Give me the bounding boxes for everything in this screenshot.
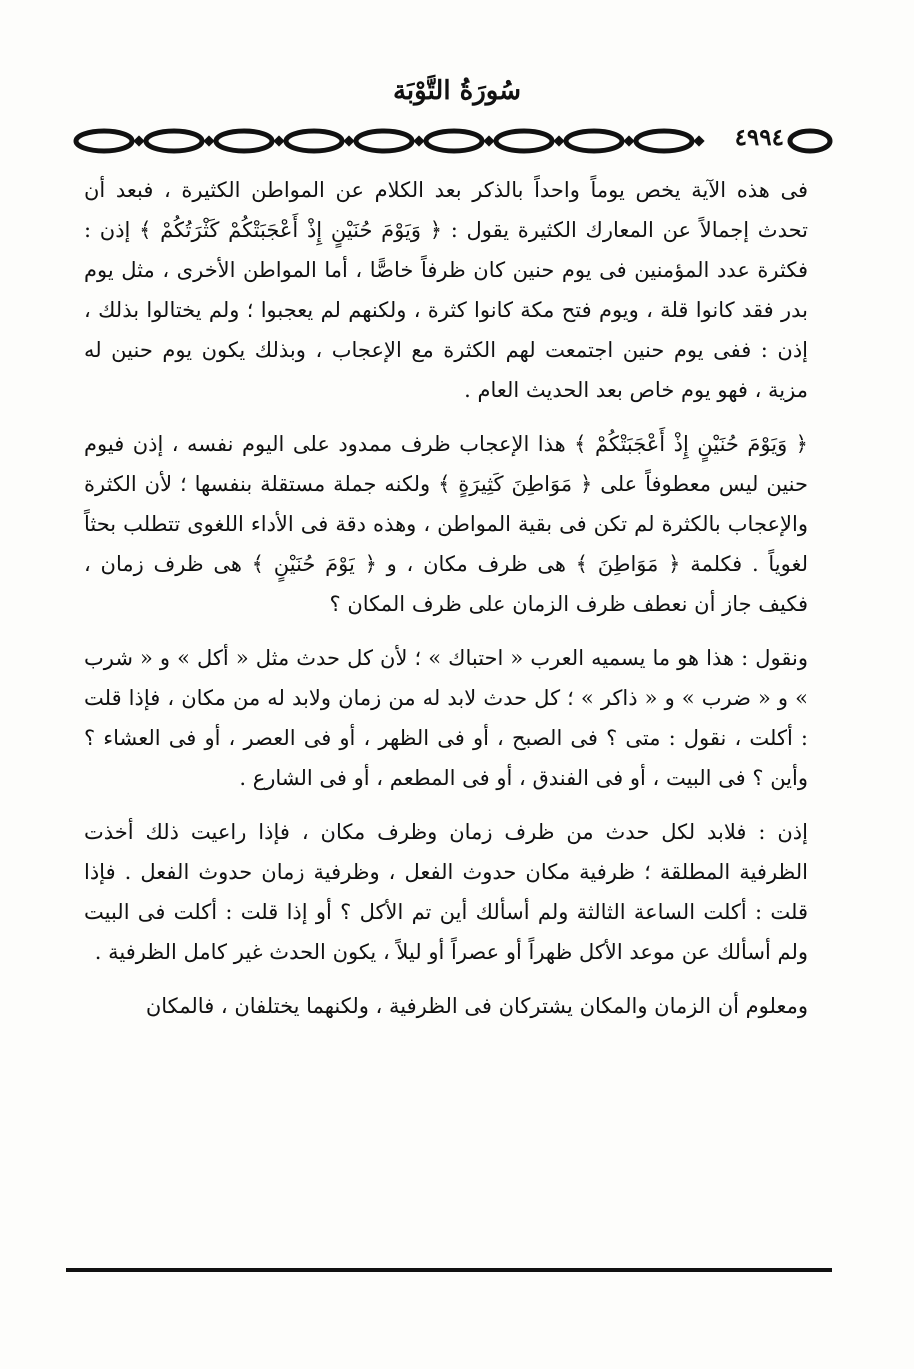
header-ornament-row	[72, 124, 834, 158]
ornament-diamond	[693, 135, 704, 146]
ornament-oval	[790, 131, 830, 151]
ornament-oval	[496, 131, 552, 151]
ornament-oval	[426, 131, 482, 151]
footer-rule	[66, 1268, 832, 1272]
ornament-oval	[286, 131, 342, 151]
ornament-oval	[636, 131, 692, 151]
ornament-oval	[566, 131, 622, 151]
ornament-diamond	[623, 135, 634, 146]
paragraph-1: فى هذه الآية يخص يوماً واحداً بالذكر بعد الكلام عن المواطن الكثيرة ، فبعد أن تحدث إجمالاً عن المعارك الكثيرة يقول : ﴿ وَيَوْمَ حُنَيْنٍ إِذْ أَعْجَبَتْكُمْ كَثْرَتُكُمْ ﴾ إذن : فكثرة عدد المؤمنين فى يوم حنين كان ظرفاً خاصًّا ، أما المواطن الأخرى ، مثل يوم بدر فقد كانوا قلة ، ويوم فتح مكة كانوا كثرة ، ولكنهم لم يعجبوا ؛ ولم يختالوا بذلك ، إذن : ففى يوم حنين اجتمعت لهم الكثرة مع الإعجاب ، وبذلك يكون يوم حنين له مزية ، فهو يوم خاص بعد الحديث العام .	[84, 178, 808, 402]
ornament-oval	[146, 131, 202, 151]
ornament-diamond	[273, 135, 284, 146]
ornament-oval	[76, 131, 132, 151]
page-body	[84, 170, 808, 1026]
ornament-diamond	[553, 135, 564, 146]
surah-title: سُورَةُ التَّوْبَة	[392, 76, 522, 106]
page-number: ٤٩٩٤	[734, 124, 784, 151]
paragraph-5: ومعلوم أن الزمان والمكان يشتركان فى الظرفية ، ولكنهما يختلفان ، فالمكان	[145, 994, 808, 1018]
ornament-diamond	[133, 135, 144, 146]
ornament-border-icon	[72, 124, 834, 158]
ornament-oval	[356, 131, 412, 151]
ornament-diamond	[203, 135, 214, 146]
ornament-oval	[216, 131, 272, 151]
paragraph-3: ونقول : هذا هو ما يسميه العرب « احتباك » ؛ لأن كل حدث مثل « أكل » و « شرب » و « ضرب » و « ذاكر » ؛ كل حدث لابد له من زمان ولابد له من مكان ، فإذا قلت : أكلت ، نقول : متى ؟ فى الصبح ، أو فى الظهر ، أو فى العصر ، أو فى العشاء ؟ وأين ؟ فى البيت ، أو فى الفندق ، أو فى المطعم ، أو فى الشارع .	[84, 646, 808, 790]
ornament-diamond	[343, 135, 354, 146]
ornament-diamond	[483, 135, 494, 146]
paragraph-2: ﴿ وَيَوْمَ حُنَيْنٍ إِذْ أَعْجَبَتْكُمْ ﴾ هذا الإعجاب ظرف ممدود على اليوم نفسه ، إذن فيوم حنين ليس معطوفاً على ﴿ مَوَاطِنَ كَثِيرَةٍ ﴾ ولكنه جملة مستقلة بنفسها ؛ لأن الكثرة والإعجاب بالكثرة لم تكن فى بقية المواطن ، وهذه دقة فى الأداء اللغوى تتطلب بحثاً لغوياً . فكلمة ﴿ مَوَاطِنَ ﴾ هى ظرف مكان ، و ﴿ يَوْمَ حُنَيْنٍ ﴾ هى ظرف زمان ، فكيف جاز أن نعطف ظرف الزمان على ظرف المكان ؟	[84, 432, 808, 616]
paragraph-4: إذن : فلابد لكل حدث من ظرف زمان وظرف مكان ، فإذا راعيت ذلك أخذت الظرفية المطلقة ؛ ظرفية مكان حدوث الفعل ، وظرفية زمان حدوث الفعل . فإذا قلت : أكلت الساعة الثالثة ولم أسألك أين تم الأكل ؟ أو إذا قلت : أكلت فى البيت ولم أسألك عن موعد الأكل ظهراً أو عصراً أو ليلاً ، يكون الحدث غير كامل الظرفية .	[84, 820, 808, 964]
ornament-diamond	[413, 135, 424, 146]
